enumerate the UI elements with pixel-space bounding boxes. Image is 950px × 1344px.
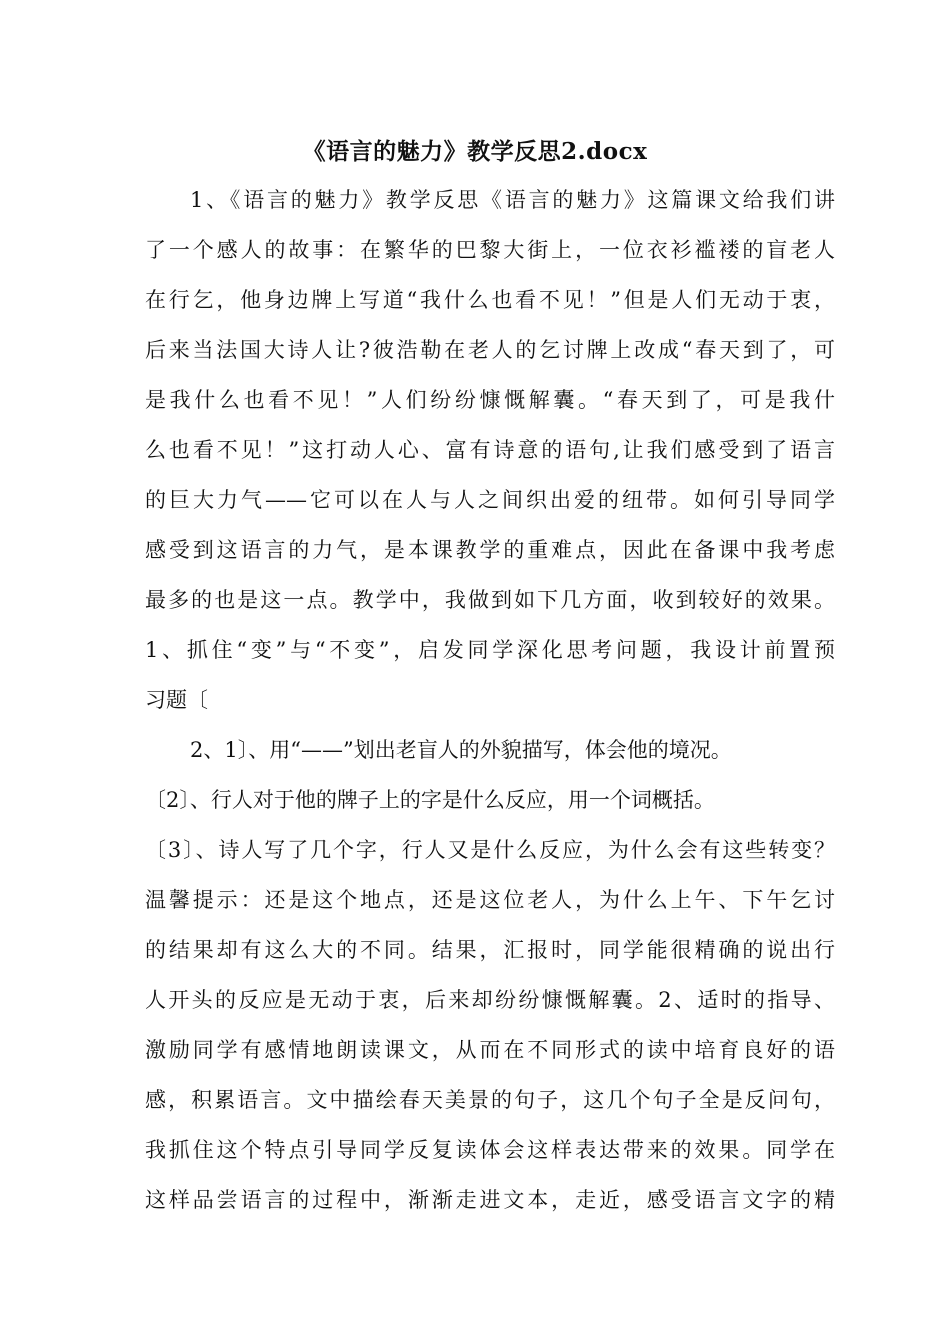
body-line-5: 是我什么也看不见！”人们纷纷慷慨解囊。“春天到了，可是我什 — [145, 388, 835, 412]
body-line-8: 感受到这语言的力气，是本课教学的重难点，因此在备课中我考虑 — [145, 538, 835, 562]
body-line-10: 1、抓住“变”与“不变”，启发同学深化思考问题，我设计前置预 — [145, 638, 835, 662]
body-line-13: 〔2〕、行人对于他的牌子上的字是什么反应，用一个词概括。 — [145, 788, 715, 812]
body-line-14: 〔3〕、诗人写了几个字，行人又是什么反应，为什么会有这些转变？ — [145, 838, 835, 862]
body-line-7: 的巨大力气——它可以在人与人之间织出爱的纽带。如何引导同学 — [145, 488, 835, 512]
body-line-19: 感，积累语言。文中描绘春天美景的句子，这几个句子全是反问句， — [145, 1088, 835, 1112]
body-line-12: 2、1〕、用“——”划出老盲人的外貌描写，体会他的境况。 — [190, 738, 732, 762]
document-title: 《语言的魅力》教学反思2.docx — [302, 138, 648, 165]
body-line-16: 的结果却有这么大的不同。结果，汇报时，同学能很精确的说出行 — [145, 938, 835, 962]
body-line-6: 么也看不见！”这打动人心、富有诗意的语句,让我们感受到了语言 — [145, 438, 835, 462]
body-line-21: 这样品尝语言的过程中，渐渐走进文本，走近，感受语言文字的精 — [145, 1188, 835, 1212]
body-line-20: 我抓住这个特点引导同学反复读体会这样表达带来的效果。同学在 — [145, 1138, 835, 1162]
body-line-4: 后来当法国大诗人让?彼浩勒在老人的乞讨牌上改成“春天到了，可 — [145, 338, 835, 362]
body-line-2: 了一个感人的故事：在繁华的巴黎大街上，一位衣衫褴褛的盲老人 — [145, 238, 835, 262]
body-line-11: 习题〔 — [145, 688, 208, 712]
body-line-17: 人开头的反应是无动于衷，后来却纷纷慷慨解囊。2、适时的指导、 — [145, 988, 835, 1012]
body-line-9: 最多的也是这一点。教学中，我做到如下几方面，收到较好的效果。 — [145, 588, 835, 612]
body-line-1: 1、《语言的魅力》教学反思《语言的魅力》这篇课文给我们讲 — [190, 188, 835, 212]
body-line-18: 激励同学有感情地朗读课文，从而在不同形式的读中培育良好的语 — [145, 1038, 835, 1062]
body-line-15: 温馨提示：还是这个地点，还是这位老人，为什么上午、下午乞讨 — [145, 888, 835, 912]
body-line-3: 在行乞，他身边牌上写道“我什么也看不见！”但是人们无动于衷， — [145, 288, 835, 312]
